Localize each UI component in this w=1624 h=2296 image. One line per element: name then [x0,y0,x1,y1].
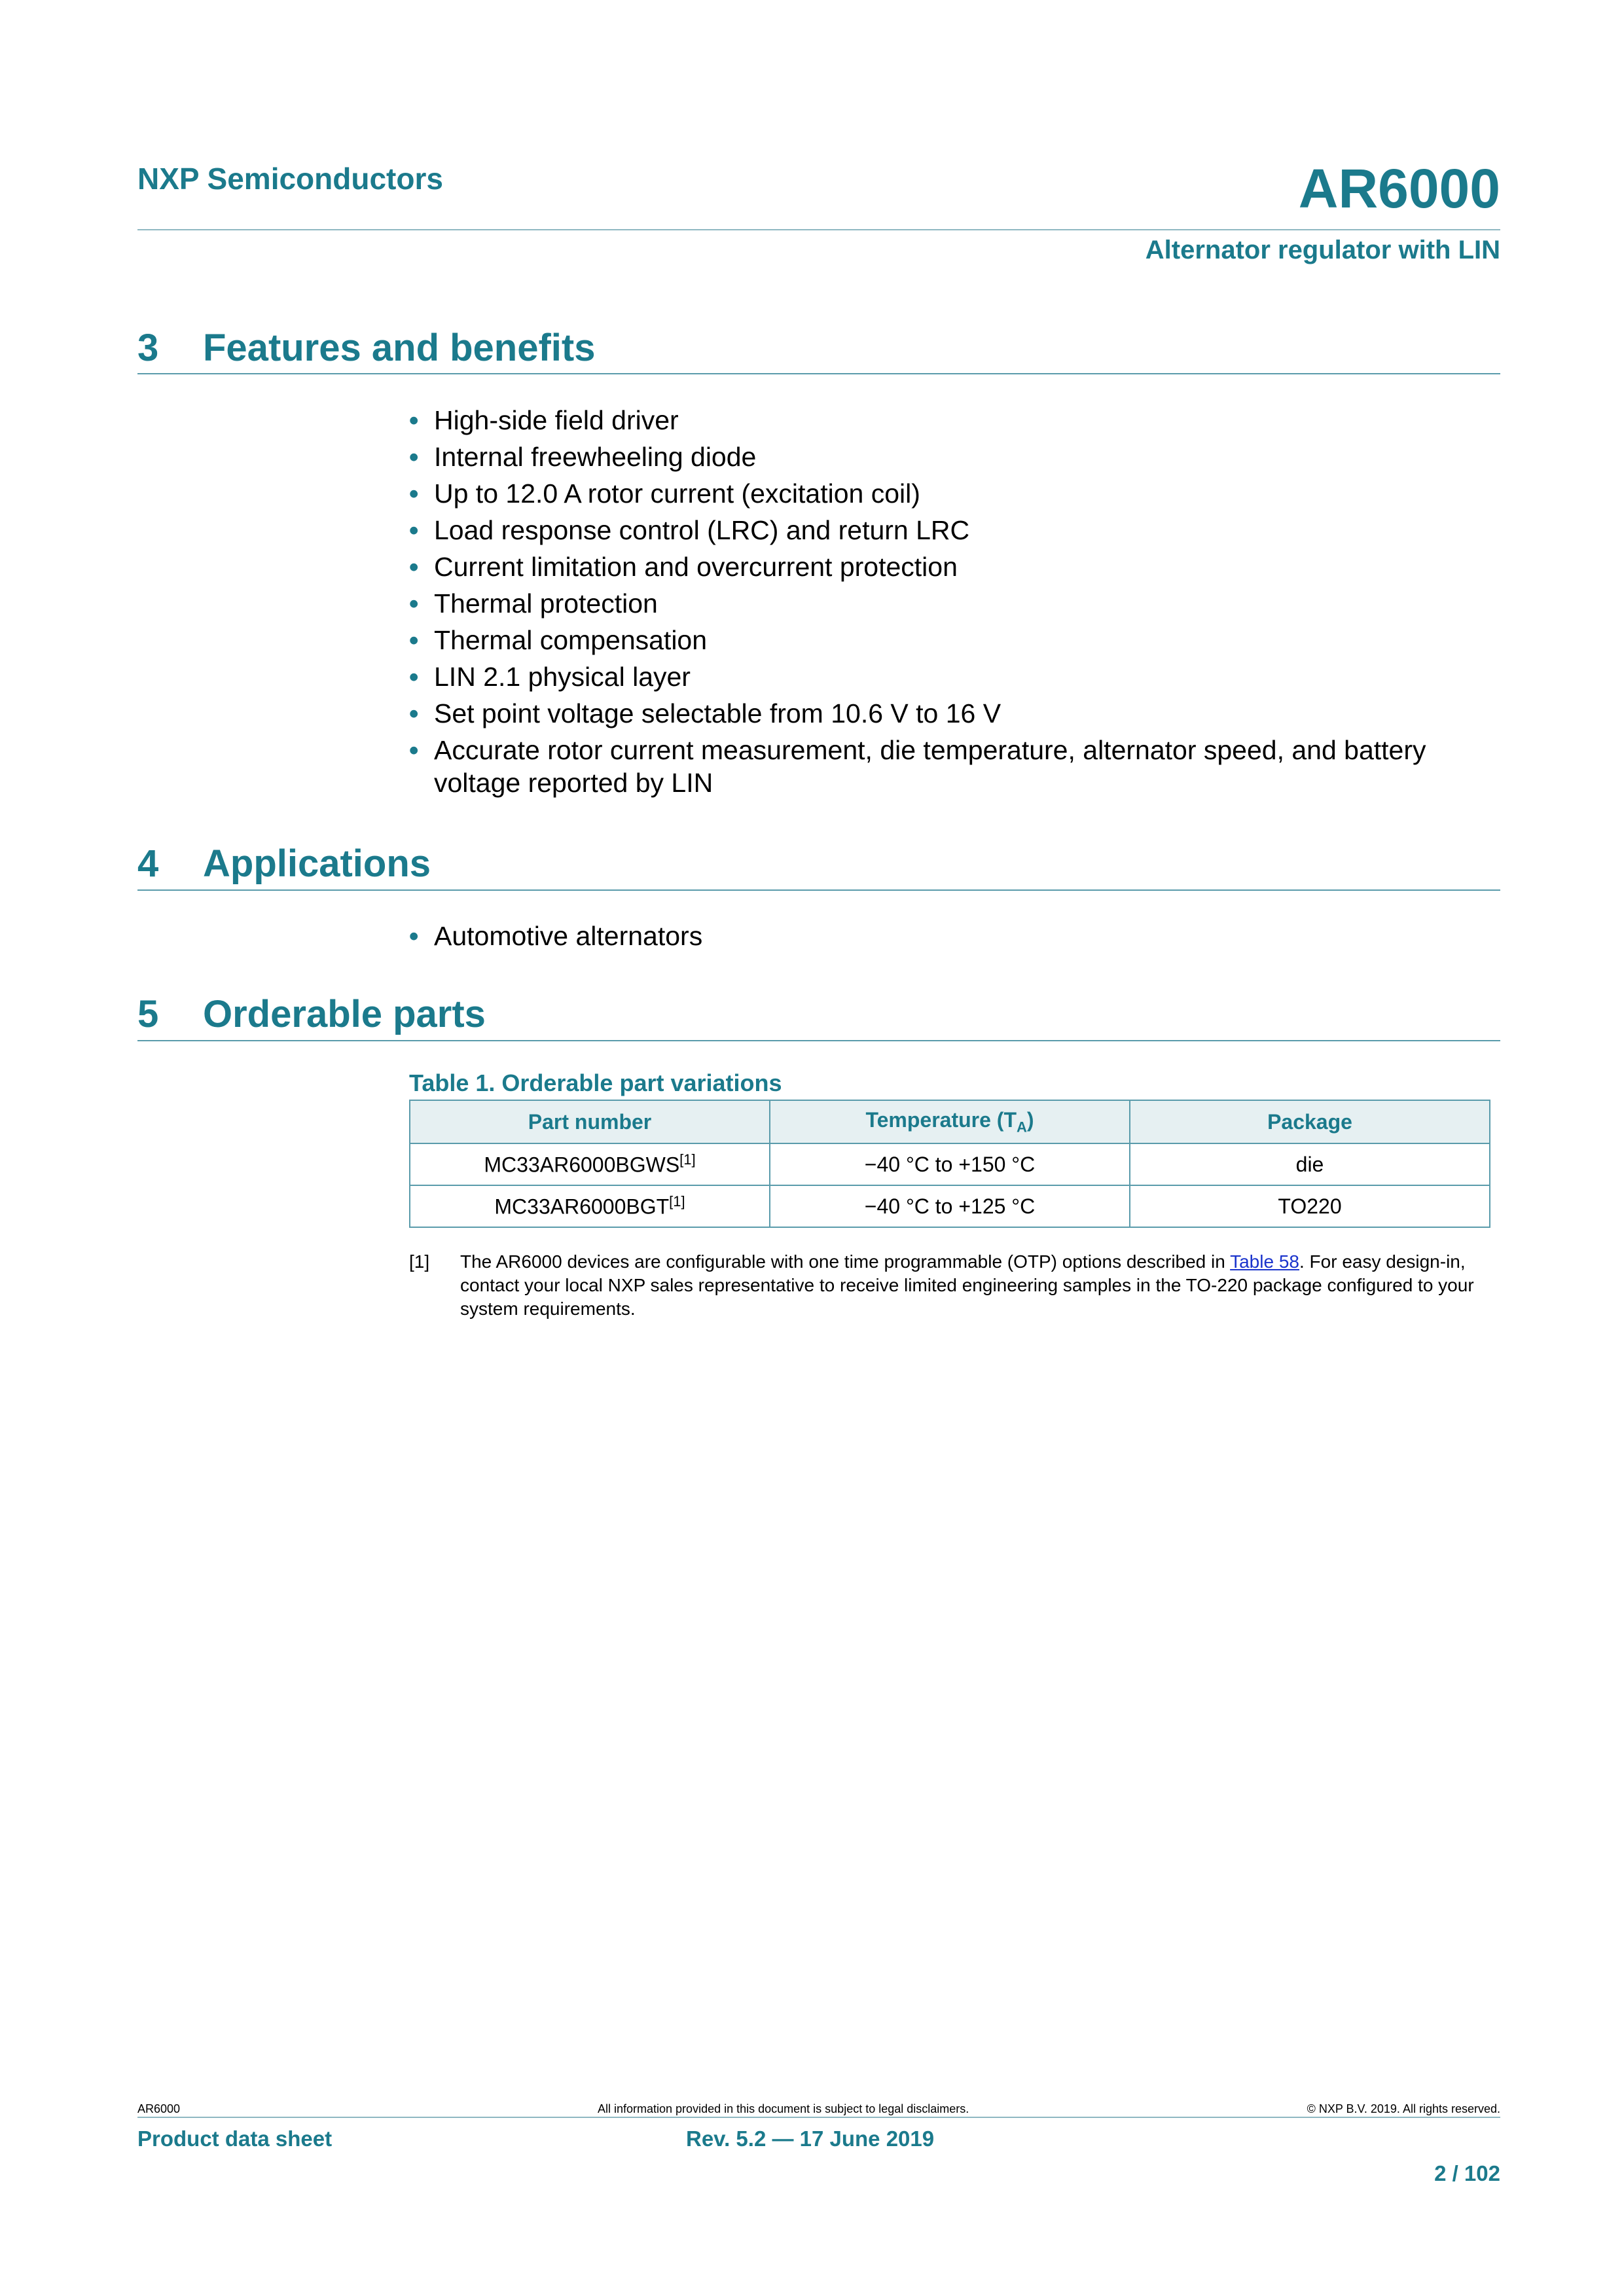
section-heading-applications [137,842,431,886]
bullet-icon: • [409,662,419,692]
section-heading-features [137,326,595,370]
package-cell: TO220 [1130,1185,1490,1227]
footer-divider [137,2117,1500,2118]
list-item: • Load response control (LRC) and return LRC [409,515,970,545]
footnote-marker: [1] [409,1251,430,1272]
bullet-icon: • [409,515,419,545]
table-row [410,1143,1490,1185]
product-title: AR6000 [1298,158,1500,219]
bullet-icon: • [409,405,419,435]
bullet-icon: • [409,625,419,655]
bullet-icon: • [409,735,419,765]
list-item: • Accurate rotor current measurement, die temperature, alternator speed, and battery voltage reported by LIN [409,735,1426,798]
list-item: • Automotive alternators [409,921,703,951]
bullet-icon: • [409,588,419,619]
bullet-icon: • [409,921,419,951]
bullet-icon: • [409,478,419,509]
bullet-icon: • [409,552,419,582]
section-divider [137,1040,1500,1041]
package-cell: die [1130,1143,1490,1185]
section-number: 4 [137,842,159,885]
column-header-temperature: Temperature $(T_A)$ [770,1100,1130,1143]
list-item: • High-side field driver [409,405,679,435]
footer-doc-id: AR6000 [137,2102,181,2115]
section-title: Features and benefits [203,327,596,369]
section-divider [137,373,1500,374]
list-item: • LIN 2.1 physical layer [409,662,691,692]
table-58-link[interactable]: Table 58 [1230,1251,1299,1272]
header-divider [137,229,1500,230]
orderable-parts-table [409,1100,1490,1228]
section-title: Applications [203,842,431,885]
features-list [409,404,1470,803]
applications-list [409,920,1470,956]
table-footnote [409,1250,1490,1321]
part-number-cell: MC33AR6000BGWS[1] [410,1143,770,1185]
footer-doc-type: Product data sheet [137,2126,333,2151]
table-header-row [410,1100,1490,1143]
footnote-text: The AR6000 devices are configurable with one time programmable (OTP) options described in Table 58. For easy design-in, contact your local NXP sales representative to receive limited engineering samples in the TO-220 package configured to your system requirements. [460,1251,1474,1319]
footer-revision: Rev. 5.2 — 17 June 2019 [686,2126,935,2151]
list-item: • Thermal compensation [409,625,708,655]
footnote-ref: [1] [669,1193,685,1210]
bullet-icon: • [409,698,419,728]
footnote-ref: [1] [679,1151,696,1168]
footer-disclaimer: All information provided in this document is subject to legal disclaimers. [598,2102,969,2115]
table-caption: Table 1. Orderable part variations [409,1069,782,1096]
page-number: 2 / 102 [1434,2161,1500,2185]
footer-copyright: © NXP B.V. 2019. All rights reserved. [1307,2102,1500,2115]
list-item: • Current limitation and overcurrent protection [409,552,958,582]
list-item: • Internal freewheeling diode [409,442,757,472]
bullet-icon: • [409,442,419,472]
section-number: 5 [137,993,159,1035]
column-header-part-number: Part number [410,1100,770,1143]
temperature-cell: −40 °C to +150 °C [770,1143,1130,1185]
section-heading-orderable [137,992,486,1036]
list-item: • Set point voltage selectable from 10.6 V to 16 V [409,698,1001,728]
company-name: NXP Semiconductors [137,162,443,196]
list-item: • Thermal protection [409,588,658,619]
section-title: Orderable parts [203,993,486,1035]
column-header-package: Package [1130,1100,1490,1143]
part-number-cell: MC33AR6000BGT[1] [410,1185,770,1227]
table-row [410,1185,1490,1227]
section-divider [137,889,1500,891]
section-number: 3 [137,327,159,369]
product-subtitle: Alternator regulator with LIN [1145,236,1500,264]
temperature-cell: −40 °C to +125 °C [770,1185,1130,1227]
list-item: • Up to 12.0 A rotor current (excitation coil) [409,478,920,509]
